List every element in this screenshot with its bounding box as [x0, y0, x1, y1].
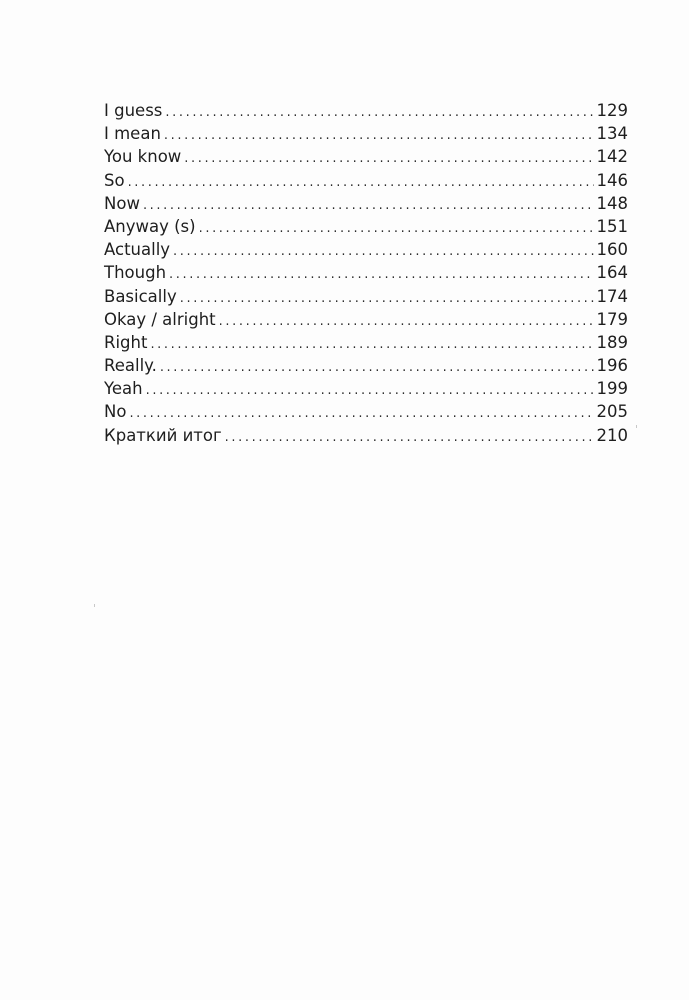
- toc-entry-page-number: 148: [596, 193, 628, 213]
- dot-leader: [143, 194, 594, 217]
- dot-leader: [184, 147, 593, 170]
- toc-entry-you-know[interactable]: [104, 145, 628, 168]
- toc-entry-page-number: 189: [596, 332, 628, 352]
- toc-entry-page-number: 146: [596, 170, 628, 190]
- toc-entry-page-number: 164: [596, 263, 628, 283]
- scan-speck: [636, 425, 637, 428]
- toc-entry-page-number: 179: [596, 309, 628, 329]
- toc-entry-though[interactable]: [104, 261, 628, 284]
- dot-leader: [180, 287, 594, 310]
- toc-entry-title: Basically: [104, 286, 177, 306]
- toc-entry-title: Though: [104, 263, 167, 283]
- dot-leader: [128, 171, 594, 194]
- toc-entry-title: Right: [104, 332, 148, 352]
- toc-entry-page-number: 205: [596, 402, 628, 422]
- toc-entry-title: No: [104, 402, 127, 422]
- dot-leader: [164, 124, 594, 147]
- dot-leader: [169, 263, 593, 286]
- toc-entry-now[interactable]: [104, 192, 628, 215]
- toc-entry-page-number: 174: [596, 286, 628, 306]
- toc-entry-title: I guess: [104, 101, 163, 120]
- toc-entry-page-number: 142: [596, 147, 628, 167]
- dot-leader: [146, 379, 594, 402]
- dot-leader: [165, 101, 593, 124]
- toc-entry-title: Yeah: [104, 379, 143, 399]
- toc-entry-page-number: 196: [596, 356, 628, 376]
- toc-entry-title: Okay / alright: [104, 309, 216, 329]
- dot-leader: [150, 333, 593, 356]
- dot-leader: [129, 402, 593, 425]
- toc-entry-right[interactable]: [104, 331, 628, 354]
- toc-entry-no[interactable]: [104, 400, 628, 423]
- toc-entry-title: Actually: [104, 240, 171, 260]
- toc-entry-page-number: 134: [596, 124, 628, 144]
- toc-entry-page-number: 160: [596, 240, 628, 260]
- toc-entry-title: So: [104, 170, 125, 190]
- toc-entry-title: Anyway (s): [104, 216, 196, 236]
- toc-entry-anyway[interactable]: [104, 215, 628, 238]
- toc-entry-really[interactable]: [104, 354, 628, 377]
- toc-entry-basically[interactable]: [104, 285, 628, 308]
- toc-entry-page-number: 210: [596, 425, 628, 445]
- toc-entry-title: Краткий итог: [104, 425, 222, 445]
- toc-entry-summary[interactable]: [104, 424, 628, 447]
- toc-entry-title: Really.: [104, 356, 157, 376]
- table-of-contents: [104, 99, 628, 447]
- scan-speck: [94, 604, 95, 607]
- dot-leader: [199, 217, 594, 240]
- toc-entry-yeah[interactable]: [104, 377, 628, 400]
- dot-leader: [219, 310, 594, 333]
- toc-entry-title: Now: [104, 193, 140, 213]
- toc-entry-so[interactable]: [104, 169, 628, 192]
- dot-leader: [173, 240, 593, 263]
- toc-entry-page-number: 151: [596, 216, 628, 236]
- toc-entry-title: I mean: [104, 124, 161, 144]
- toc-entry-page-number: 199: [596, 379, 628, 399]
- toc-entry-actually[interactable]: [104, 238, 628, 261]
- toc-entry-page-number: 129: [596, 101, 628, 120]
- toc-entry-i-mean[interactable]: [104, 122, 628, 145]
- toc-entry-title: You know: [104, 147, 182, 167]
- toc-entry-okay-alright[interactable]: [104, 308, 628, 331]
- toc-entry-i-guess[interactable]: [104, 99, 628, 122]
- dot-leader: [160, 356, 594, 379]
- dot-leader: [225, 426, 594, 449]
